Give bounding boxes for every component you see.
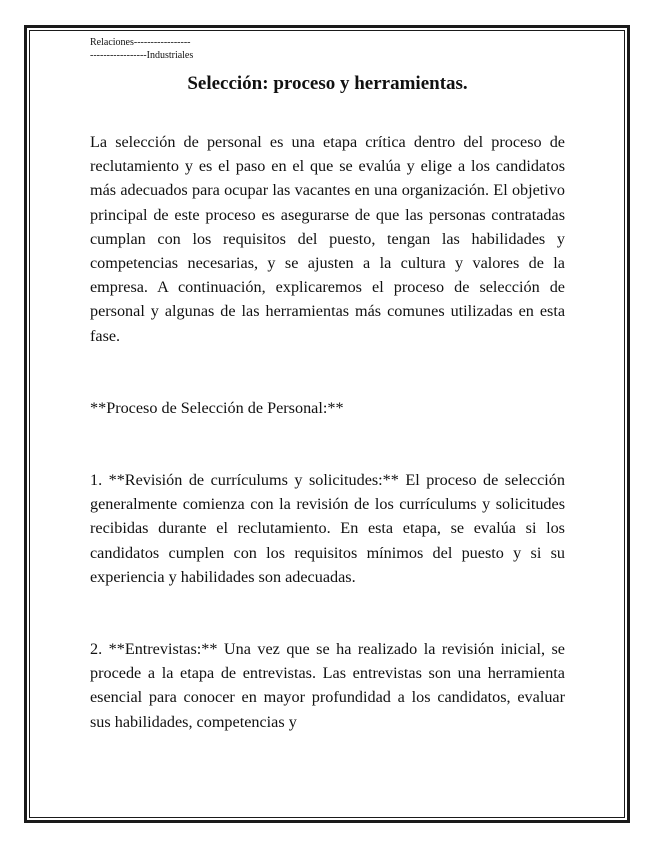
document-title: Selección: proceso y herramientas.	[187, 73, 468, 94]
running-header-line-1: Relaciones-----------------	[90, 37, 191, 48]
running-header-line-2: -----------------Industriales	[90, 50, 194, 61]
paragraph-intro: La selección de personal es una etapa crítica dentro del proceso de reclutamiento y es el paso en el que se evalúa y elige a los candidatos más adecuados para ocupar las vacantes en una organización. El objetivo principal de este proceso es asegurarse de que las personas contratadas cumplan con los requisitos del puesto, tengan las habilidades y competencias necesarias, y se ajusten a la cultura y valores de la empresa. A continuación, explicaremos el proceso de selección de personal y algunas de las herramientas más comunes utilizadas en esta fase.	[90, 133, 565, 345]
paragraph-step-1: 1. **Revisión de currículums y solicitudes:** El proceso de selección generalmente comienza con la revisión de los currículums y solicitudes recibidas durante el reclutamiento. En esta etapa, se evalúa si los candidatos cumplen con los requisitos mínimos del puesto y si su experiencia y habilidades son adecuadas.	[90, 471, 565, 586]
document-body	[90, 36, 565, 734]
section-heading-process: **Proceso de Selección de Personal:**	[90, 398, 344, 417]
paragraph-step-2: 2. **Entrevistas:** Una vez que se ha realizado la revisión inicial, se procede a la etapa de entrevistas. Las entrevistas son una herramienta esencial para conocer en mayor profundidad a los candidatos, evaluar sus habilidades, competencias y	[90, 640, 565, 731]
